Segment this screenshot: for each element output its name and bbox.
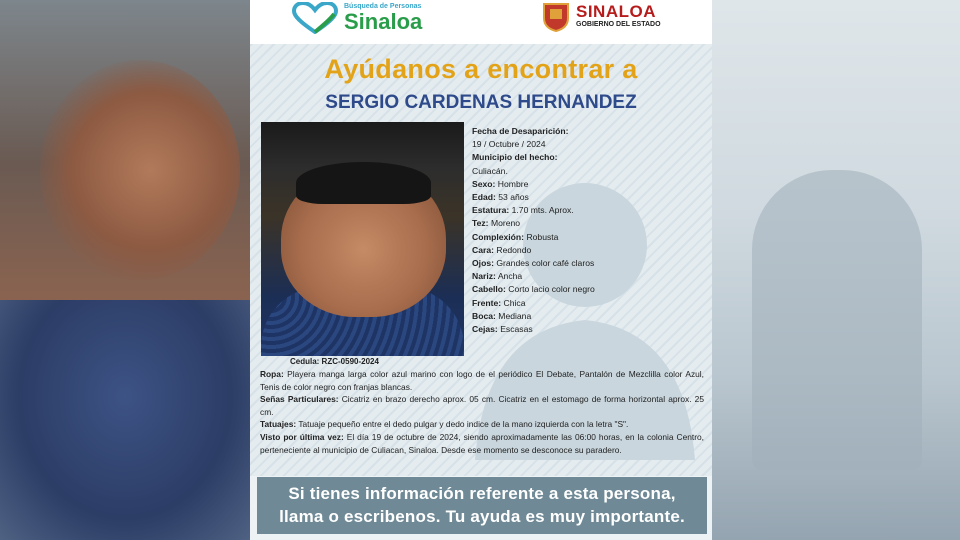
description-paragraph xyxy=(260,431,704,456)
fact-row xyxy=(472,191,692,204)
fact-label: Complexión: xyxy=(472,231,525,242)
blurred-silhouette xyxy=(752,170,922,470)
fact-label: Fecha de Desaparición: xyxy=(472,126,569,136)
call-to-action-banner xyxy=(257,477,707,534)
description-label: Tatuajes: xyxy=(260,419,297,430)
fact-value: 19 / Octubre / 2024 xyxy=(472,139,546,150)
fact-value: Grandes color café claros xyxy=(496,258,595,269)
fact-value: 53 años xyxy=(498,192,529,203)
fact-row xyxy=(472,297,692,310)
logo-small-text: Búsqueda de Personas xyxy=(344,3,422,10)
blurred-background-left xyxy=(0,0,250,540)
blurred-shirt xyxy=(0,300,250,540)
fact-value: Robusta xyxy=(526,231,559,242)
fact-value: 1.70 mts. Aprox. xyxy=(511,205,574,216)
cta-line-1: Si tienes información referente a esta persona, xyxy=(288,484,676,503)
description-value: Cicatriz en brazo derecho aprox. 05 cm. Cicatriz en el estomago de forma horizontal aprox. 25 cm. xyxy=(260,394,705,417)
fact-label: Municipio del hecho: xyxy=(472,152,558,163)
description-label: Ropa: xyxy=(260,369,284,379)
physical-description-list xyxy=(472,125,692,336)
fact-value: Culiacán. xyxy=(472,165,508,176)
fact-label: Cejas: xyxy=(472,324,498,335)
fact-label: Cara: xyxy=(472,244,494,255)
fact-value: Redondo xyxy=(496,244,532,255)
fact-label: Nariz: xyxy=(472,271,496,282)
fact-row xyxy=(472,257,692,270)
fact-label: Edad: xyxy=(472,192,496,203)
logo-big-text: Sinaloa xyxy=(344,9,423,34)
description-label: Señas Particulares: xyxy=(260,394,339,405)
fact-row xyxy=(472,165,692,178)
cta-line-2: llama o escribenos. Tu ayuda es muy importante. xyxy=(279,507,685,526)
blurred-face xyxy=(40,60,240,280)
fact-label: Boca: xyxy=(472,310,496,321)
fact-label: Tez: xyxy=(472,218,489,229)
fact-value: Mediana xyxy=(498,310,532,321)
detailed-description xyxy=(260,368,704,456)
description-label: Visto por última vez: xyxy=(260,431,344,442)
description-paragraph xyxy=(260,368,704,393)
fact-row xyxy=(472,270,692,283)
photo-hair xyxy=(296,162,431,204)
description-value: El día 19 de octubre de 2024, siendo aproximadamente las 06:00 horas, en la colonia Centro, perteneciente al municipio de Culiacan, Sinaloa. Desde ese momento se desconoce su paradero. xyxy=(260,431,704,455)
fact-label: Ojos: xyxy=(472,258,494,269)
fact-row xyxy=(472,231,692,244)
cedula-label: Cedula: RZC-0590-2024 xyxy=(290,357,379,366)
blurred-background-right xyxy=(712,0,960,540)
fact-row xyxy=(472,125,692,138)
fact-value: Chica xyxy=(503,297,526,308)
fact-row xyxy=(472,244,692,257)
gov-title: SINALOA xyxy=(576,2,656,21)
fact-label: Estatura: xyxy=(472,205,510,216)
fact-row xyxy=(472,151,692,164)
gobierno-sinaloa-logo xyxy=(542,0,661,32)
fact-value: Corto lacio color negro xyxy=(508,284,595,295)
busqueda-sinaloa-logo xyxy=(290,2,422,34)
person-photo xyxy=(261,122,464,356)
fact-value: Moreno xyxy=(490,218,521,229)
fact-row xyxy=(472,310,692,323)
gov-subtitle: GOBIERNO DEL ESTADO xyxy=(576,21,661,28)
description-paragraph xyxy=(260,393,704,418)
description-paragraph xyxy=(260,418,704,431)
state-seal-icon xyxy=(542,0,570,32)
person-name: SERGIO CARDENAS HERNANDEZ xyxy=(325,92,637,113)
fact-row xyxy=(472,323,692,336)
fact-row xyxy=(472,178,692,191)
fact-row xyxy=(472,217,692,230)
fact-label: Sexo: xyxy=(472,178,496,189)
fact-label: Cabello: xyxy=(472,284,506,295)
fact-row xyxy=(472,204,692,217)
fact-value: Hombre xyxy=(497,178,529,189)
fact-row xyxy=(472,138,692,151)
fact-row xyxy=(472,283,692,296)
description-value: Playera manga larga color azul marino con logo de el periódico El Debate, Pantalón de Mezclilla color Azul, Tenis de color negro con franjas blancas. xyxy=(260,369,704,392)
headline: Ayúdanos a encontrar a xyxy=(324,54,638,84)
description-value: Tatuaje pequeño entre el dedo pulgar y dedo indice de la mano izquierda con la letra "S". xyxy=(296,419,629,430)
fact-label: Frente: xyxy=(472,297,502,308)
fact-value: Ancha xyxy=(497,271,523,282)
fact-value: Escasas xyxy=(500,324,533,335)
heart-logo-icon xyxy=(290,2,340,34)
missing-person-poster xyxy=(250,0,712,540)
